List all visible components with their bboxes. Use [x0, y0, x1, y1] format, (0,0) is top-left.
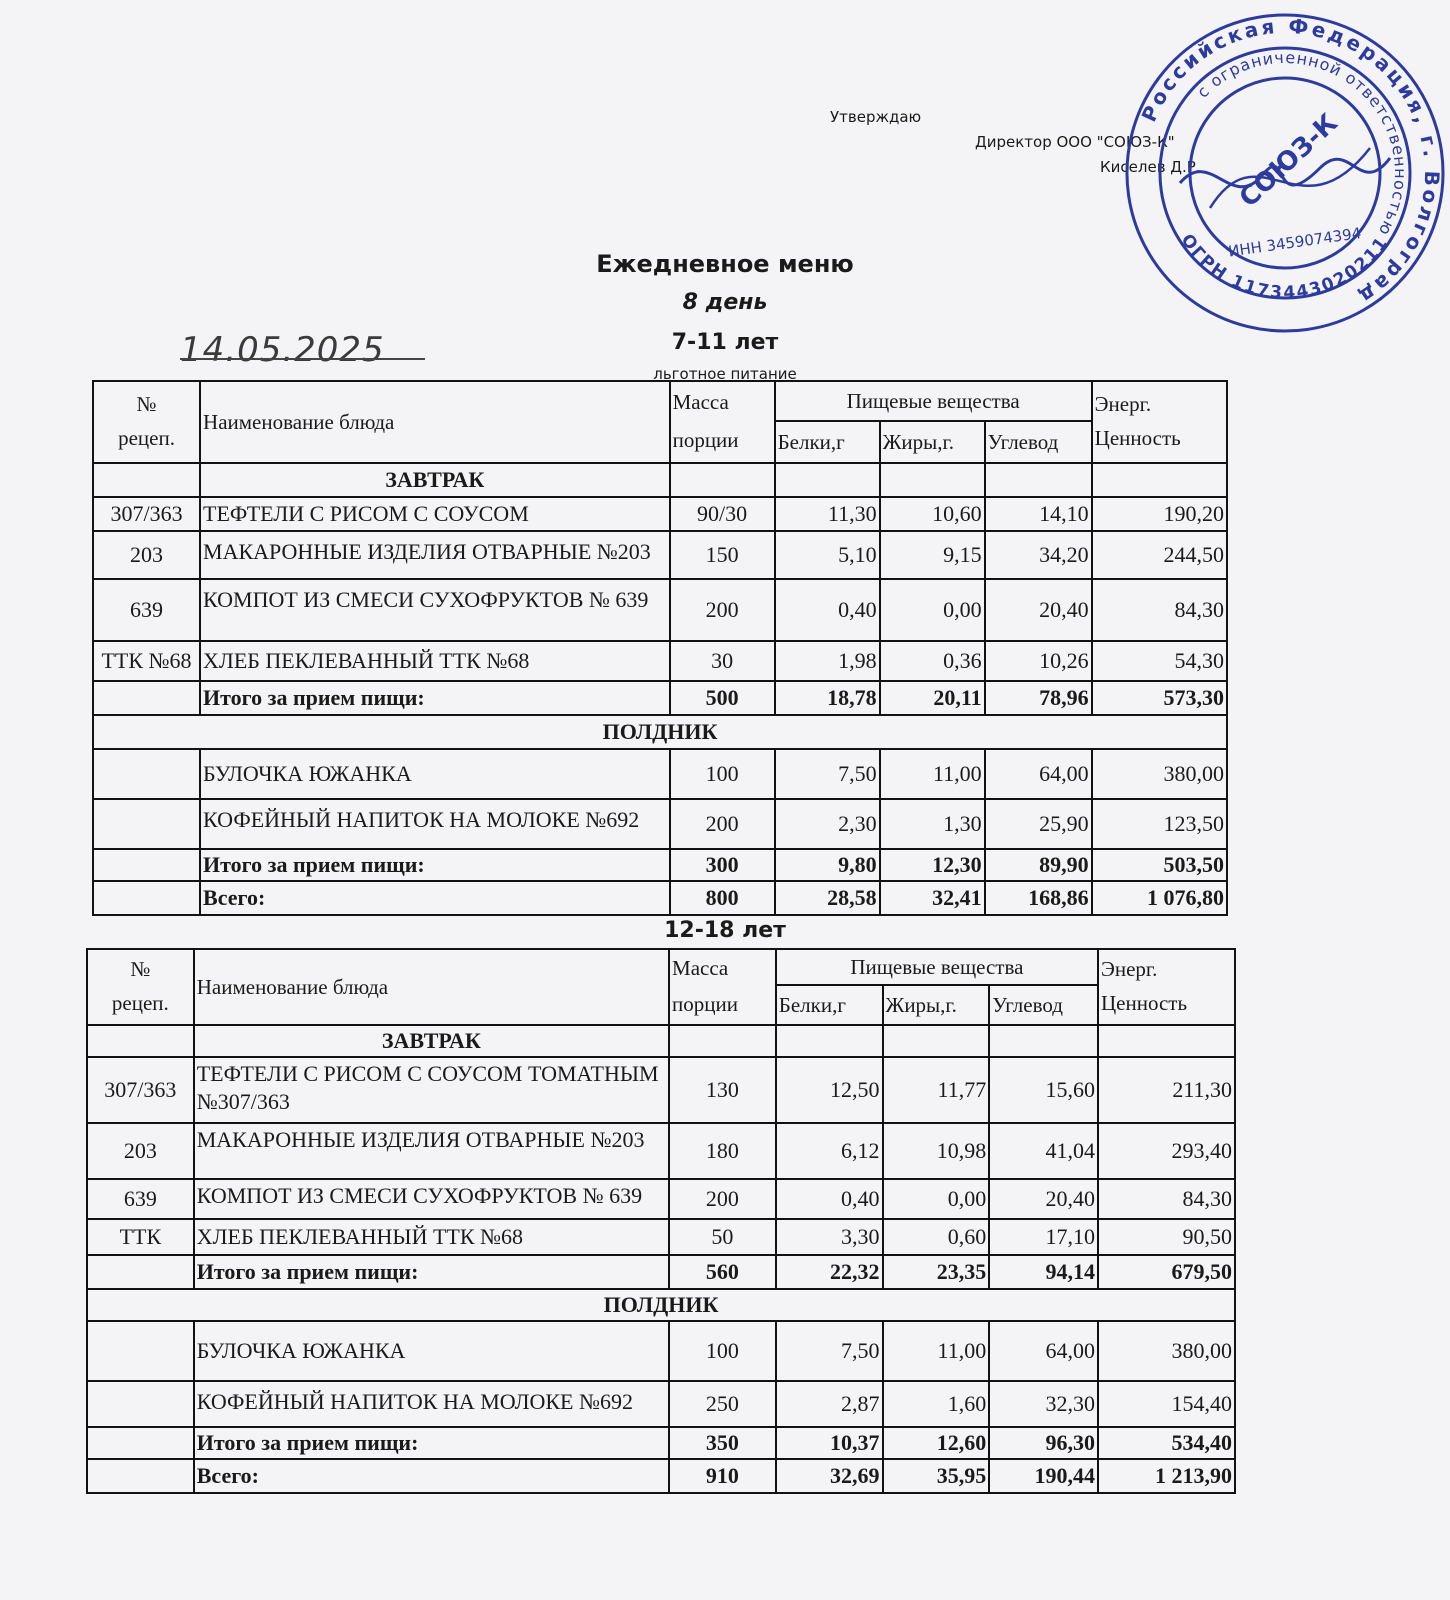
fat-value: 0,00: [880, 579, 985, 641]
protein-value: 1,98: [775, 641, 880, 681]
mass-value: 100: [670, 749, 775, 799]
age-group-label: 7-11 лет: [671, 330, 779, 355]
subtotal-protein: 18,78: [775, 681, 880, 715]
carbs-value: 20,40: [989, 1179, 1098, 1219]
menu-table-7-11: [92, 380, 1228, 916]
protein-header: Белки,г: [775, 421, 880, 463]
energy-value: 380,00: [1092, 749, 1227, 799]
carbs-header: Углевод: [985, 421, 1092, 463]
header-row: [87, 949, 1235, 985]
grand-total-mass: 800: [670, 881, 775, 915]
grand-total-carbs: 190,44: [989, 1459, 1098, 1493]
subtotal-carbs: 89,90: [985, 849, 1092, 881]
protein-value: 7,50: [775, 749, 880, 799]
fat-header: Жиры,г.: [880, 421, 985, 463]
stamp-outer-text: Российская Федерация, г. Волгоград: [1136, 13, 1445, 311]
carbs-value: 14,10: [985, 497, 1092, 531]
table-row: [93, 497, 1227, 531]
grand-total-energy: 1 076,80: [1092, 881, 1227, 915]
energy-value: 190,20: [1092, 497, 1227, 531]
dish-name: КОФЕЙНЫЙ НАПИТОК НА МОЛОКЕ №692: [194, 1381, 669, 1427]
subtotal-protein: 9,80: [775, 849, 880, 881]
stamp-center-text: СОЮЗ-К: [1233, 108, 1344, 214]
subtotal-label: Итого за прием пищи:: [194, 1255, 669, 1289]
subtotal-mass: 560: [669, 1255, 776, 1289]
section-row: [93, 715, 1227, 749]
handwritten-date: 14.05.2025: [180, 330, 385, 370]
energy-header: Энерг. Ценность: [1092, 381, 1227, 463]
fat-value: 9,15: [880, 531, 985, 579]
grand-total-mass: 910: [669, 1459, 776, 1493]
table-row: [93, 799, 1227, 849]
recipe-code: ТТК №68: [93, 641, 200, 681]
dish-name: КОМПОТ ИЗ СМЕСИ СУХОФРУКТОВ № 639: [194, 1179, 669, 1219]
mass-value: 50: [669, 1219, 776, 1255]
carbs-value: 10,26: [985, 641, 1092, 681]
table-row: [93, 641, 1227, 681]
energy-value: 84,30: [1098, 1179, 1235, 1219]
subtotal-mass: 500: [670, 681, 775, 715]
stamp-bottom-text: ОГРН 1173443020211: [1176, 230, 1393, 304]
subtotal-carbs: 96,30: [989, 1427, 1098, 1459]
protein-value: 3,30: [776, 1219, 883, 1255]
energy-value: 293,40: [1098, 1123, 1235, 1179]
recipe-code: ТТК: [87, 1219, 194, 1255]
energy-value: 211,30: [1098, 1057, 1235, 1123]
grand-total-protein: 32,69: [776, 1459, 883, 1493]
recipe-no-header: № рецеп.: [87, 949, 194, 1025]
energy-value: 84,30: [1092, 579, 1227, 641]
protein-value: 5,10: [775, 531, 880, 579]
fat-value: 1,30: [880, 799, 985, 849]
subtotal-row: [93, 849, 1227, 881]
dish-name-header: Наименование блюда: [194, 949, 669, 1025]
mass-value: 30: [670, 641, 775, 681]
nutrients-header: Пищевые вещества: [776, 949, 1098, 985]
protein-value: 0,40: [775, 579, 880, 641]
director-line: Директор ООО "СОЮЗ-К": [975, 133, 1175, 151]
recipe-code: [93, 749, 200, 799]
subtotal-energy: 503,50: [1092, 849, 1227, 881]
energy-value: 54,30: [1092, 641, 1227, 681]
fat-value: 0,36: [880, 641, 985, 681]
grand-total-fat: 32,41: [880, 881, 985, 915]
grand-total-label: Всего:: [194, 1459, 669, 1493]
fat-value: 11,00: [883, 1321, 990, 1381]
protein-value: 2,87: [776, 1381, 883, 1427]
subtotal-carbs: 94,14: [989, 1255, 1098, 1289]
carbs-value: 64,00: [989, 1321, 1098, 1381]
dish-name: ХЛЕБ ПЕКЛЕВАННЫЙ ТТК №68: [200, 641, 670, 681]
section-row: [87, 1025, 1235, 1057]
dish-name: МАКАРОННЫЕ ИЗДЕЛИЯ ОТВАРНЫЕ №203: [194, 1123, 669, 1179]
dish-name: БУЛОЧКА ЮЖАНКА: [200, 749, 670, 799]
subtotal-carbs: 78,96: [985, 681, 1092, 715]
fat-value: 0,00: [883, 1179, 990, 1219]
mass-value: 90/30: [670, 497, 775, 531]
subtotal-energy: 573,30: [1092, 681, 1227, 715]
energy-value: 90,50: [1098, 1219, 1235, 1255]
protein-header: Белки,г: [776, 985, 883, 1025]
energy-value: 244,50: [1092, 531, 1227, 579]
dish-name: ХЛЕБ ПЕКЛЕВАННЫЙ ТТК №68: [194, 1219, 669, 1255]
mass-value: 250: [669, 1381, 776, 1427]
carbs-value: 20,40: [985, 579, 1092, 641]
grand-total-protein: 28,58: [775, 881, 880, 915]
subtotal-label: Итого за прием пищи:: [200, 849, 670, 881]
carbs-value: 17,10: [989, 1219, 1098, 1255]
grand-total-fat: 35,95: [883, 1459, 990, 1493]
carbs-value: 32,30: [989, 1381, 1098, 1427]
fat-value: 10,98: [883, 1123, 990, 1179]
age-group-2-label: 12-18 лет: [664, 918, 786, 943]
subtitle: льготное питание: [653, 365, 797, 383]
subtotal-label: Итого за прием пищи:: [200, 681, 670, 715]
mass-header: Масса порции: [670, 381, 775, 463]
table-row: [87, 1123, 1235, 1179]
subtotal-fat: 23,35: [883, 1255, 990, 1289]
dish-name: КОФЕЙНЫЙ НАПИТОК НА МОЛОКЕ №692: [200, 799, 670, 849]
mass-value: 200: [670, 579, 775, 641]
grand-total-energy: 1 213,90: [1098, 1459, 1235, 1493]
subtotal-mass: 350: [669, 1427, 776, 1459]
fat-header: Жиры,г.: [883, 985, 990, 1025]
mass-value: 200: [670, 799, 775, 849]
recipe-code: 203: [87, 1123, 194, 1179]
carbs-value: 34,20: [985, 531, 1092, 579]
mass-header: Масса порции: [669, 949, 776, 1025]
recipe-code: [87, 1381, 194, 1427]
section-breakfast: ЗАВТРАК: [194, 1025, 669, 1057]
recipe-code: [87, 1321, 194, 1381]
section-row: [93, 463, 1227, 497]
table-row: [87, 1179, 1235, 1219]
table-row: [87, 1321, 1235, 1381]
table-row: [87, 1381, 1235, 1427]
dish-name: БУЛОЧКА ЮЖАНКА: [194, 1321, 669, 1381]
table-row: [87, 1219, 1235, 1255]
carbs-value: 15,60: [989, 1057, 1098, 1123]
day-label: 8 день: [682, 290, 768, 315]
recipe-code: 203: [93, 531, 200, 579]
dish-name: КОМПОТ ИЗ СМЕСИ СУХОФРУКТОВ № 639: [200, 579, 670, 641]
recipe-no-header: № рецеп.: [93, 381, 200, 463]
grand-total-carbs: 168,86: [985, 881, 1092, 915]
table-row: [93, 579, 1227, 641]
grand-total-row: [93, 881, 1227, 915]
grand-total-label: Всего:: [200, 881, 670, 915]
dish-name-header: Наименование блюда: [200, 381, 670, 463]
section-snack: ПОЛДНИК: [93, 715, 1227, 749]
grand-total-row: [87, 1459, 1235, 1493]
fat-value: 0,60: [883, 1219, 990, 1255]
subtotal-row: [93, 681, 1227, 715]
protein-value: 6,12: [776, 1123, 883, 1179]
fat-value: 11,00: [880, 749, 985, 799]
subtotal-row: [87, 1255, 1235, 1289]
section-snack: ПОЛДНИК: [87, 1289, 1235, 1321]
energy-value: 380,00: [1098, 1321, 1235, 1381]
stamp-inner-text: с ограниченной ответственностью: [1193, 47, 1411, 240]
subtotal-protein: 10,37: [776, 1427, 883, 1459]
nutrients-header: Пищевые вещества: [775, 381, 1092, 421]
stamp-inn: ИНН 3459074394: [1227, 224, 1363, 261]
mass-value: 100: [669, 1321, 776, 1381]
fat-value: 10,60: [880, 497, 985, 531]
subtotal-fat: 20,11: [880, 681, 985, 715]
carbs-value: 41,04: [989, 1123, 1098, 1179]
header-row: [93, 381, 1227, 421]
fat-value: 11,77: [883, 1057, 990, 1123]
dish-name: МАКАРОННЫЕ ИЗДЕЛИЯ ОТВАРНЫЕ №203: [200, 531, 670, 579]
energy-value: 154,40: [1098, 1381, 1235, 1427]
subtotal-fat: 12,60: [883, 1427, 990, 1459]
director-name: Киселев Д.Р.: [1100, 158, 1201, 176]
subtotal-row: [87, 1427, 1235, 1459]
subtotal-fat: 12,30: [880, 849, 985, 881]
subtotal-mass: 300: [670, 849, 775, 881]
dish-name: ТЕФТЕЛИ С РИСОМ С СОУСОМ: [200, 497, 670, 531]
subtotal-protein: 22,32: [776, 1255, 883, 1289]
carbs-value: 25,90: [985, 799, 1092, 849]
approve-word: Утверждаю: [830, 108, 922, 126]
recipe-code: 307/363: [93, 497, 200, 531]
recipe-code: 639: [93, 579, 200, 641]
section-row: [87, 1289, 1235, 1321]
subtotal-energy: 679,50: [1098, 1255, 1235, 1289]
carbs-value: 64,00: [985, 749, 1092, 799]
protein-value: 11,30: [775, 497, 880, 531]
protein-value: 2,30: [775, 799, 880, 849]
table-row: [93, 531, 1227, 579]
recipe-code: [93, 799, 200, 849]
protein-value: 0,40: [776, 1179, 883, 1219]
dish-name: ТЕФТЕЛИ С РИСОМ С СОУСОМ ТОМАТНЫМ №307/363: [194, 1057, 669, 1123]
recipe-code: 307/363: [87, 1057, 194, 1123]
energy-header: Энерг. Ценность: [1098, 949, 1235, 1025]
subtotal-energy: 534,40: [1098, 1427, 1235, 1459]
mass-value: 130: [669, 1057, 776, 1123]
mass-value: 200: [669, 1179, 776, 1219]
mass-value: 150: [670, 531, 775, 579]
section-breakfast: ЗАВТРАК: [200, 463, 670, 497]
document-title: Ежедневное меню: [596, 250, 854, 278]
table-row: [93, 749, 1227, 799]
protein-value: 12,50: [776, 1057, 883, 1123]
subtotal-label: Итого за прием пищи:: [194, 1427, 669, 1459]
carbs-header: Углевод: [989, 985, 1098, 1025]
fat-value: 1,60: [883, 1381, 990, 1427]
menu-table-12-18: [86, 948, 1236, 1494]
mass-value: 180: [669, 1123, 776, 1179]
company-stamp: [1120, 8, 1450, 338]
energy-value: 123,50: [1092, 799, 1227, 849]
recipe-code: 639: [87, 1179, 194, 1219]
table-row: [87, 1057, 1235, 1123]
protein-value: 7,50: [776, 1321, 883, 1381]
